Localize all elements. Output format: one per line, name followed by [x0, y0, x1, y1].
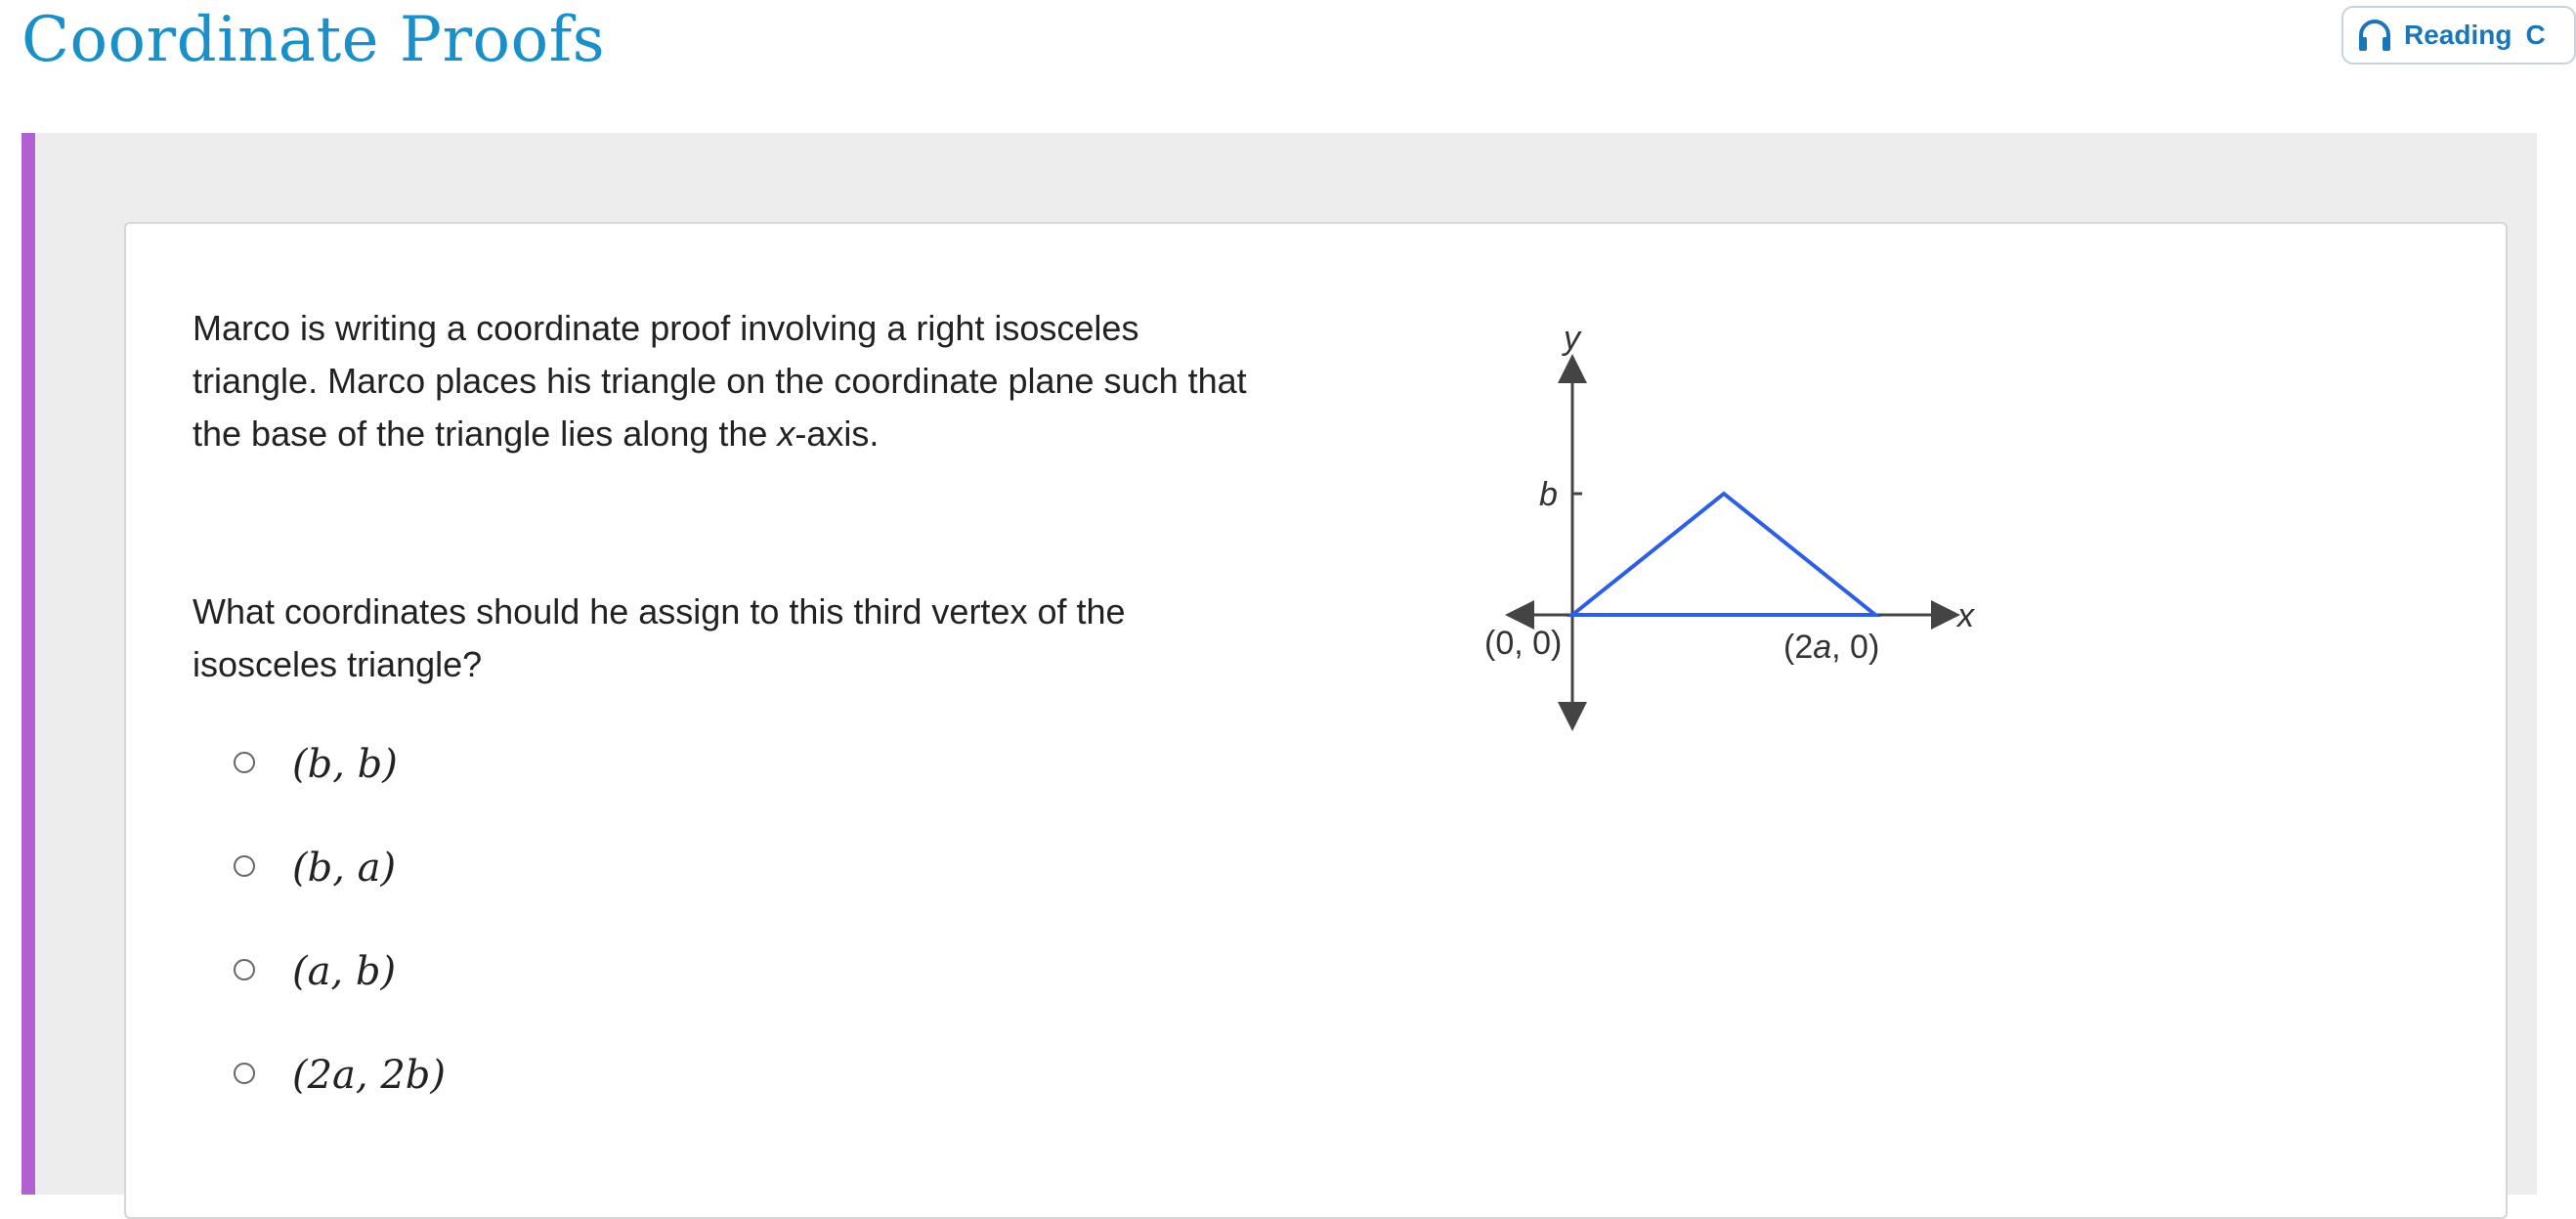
choice-label: (2a, 2b): [292, 1053, 446, 1098]
choice-label: (b, a): [292, 846, 397, 891]
choice-1[interactable]: [234, 713, 446, 816]
radio-button[interactable]: [234, 855, 255, 877]
headphones-icon: [2355, 16, 2394, 55]
page-title: Coordinate Proofs: [21, 4, 606, 76]
radio-button[interactable]: [234, 959, 255, 980]
question-paragraph-1: [193, 302, 1267, 460]
reading-tail: C: [2525, 20, 2546, 50]
origin-label: (0, 0): [1484, 625, 1563, 662]
question-card: [124, 222, 2508, 1219]
reading-button[interactable]: [2341, 6, 2576, 65]
vertex-label: (2a, 0): [1783, 629, 1880, 666]
choice-2[interactable]: [234, 816, 446, 920]
b-label: b: [1539, 476, 1558, 513]
triangle: [1572, 494, 1875, 615]
paragraph-1-text: Marco is writing a coordinate proof involving a right isosceles triangle. Marco places his triangle on the coordinate plane such that the base of the triangle lies along the: [193, 308, 1247, 454]
paragraph-1-var: x: [777, 414, 795, 454]
choice-4[interactable]: [234, 1023, 446, 1127]
choice-3[interactable]: [234, 920, 446, 1023]
answer-choices: [234, 713, 446, 1127]
radio-button[interactable]: [234, 752, 255, 773]
reading-label: Reading: [2404, 20, 2512, 50]
radio-button[interactable]: [234, 1063, 255, 1084]
x-label: x: [1957, 597, 1974, 634]
choice-label: (b, b): [292, 742, 398, 787]
choice-label: (a, b): [292, 949, 397, 994]
accent-bar: [21, 133, 35, 1195]
coordinate-graph: [1348, 283, 1993, 791]
y-label: y: [1564, 320, 1580, 357]
paragraph-1-tail: -axis.: [794, 414, 880, 454]
question-paragraph-2: What coordinates should he assign to this third vertex of the isosceles triangle?: [193, 591, 1126, 684]
